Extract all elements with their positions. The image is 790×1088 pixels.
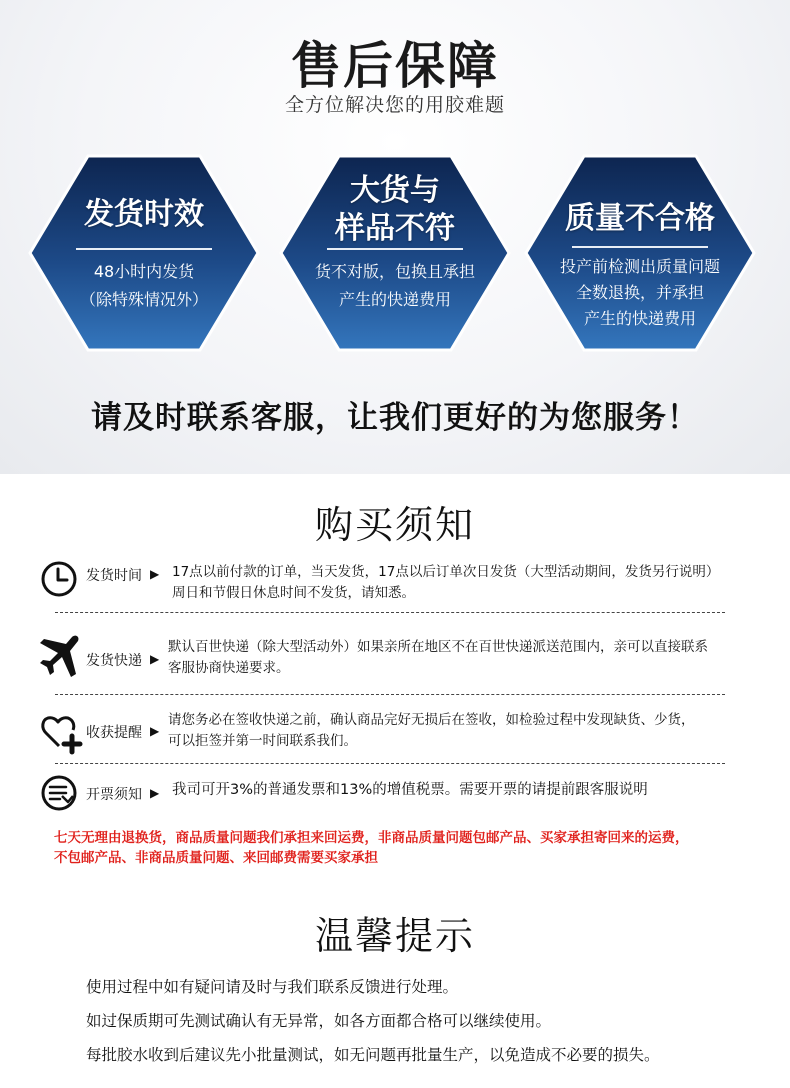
note-label: 开票须知: [86, 787, 142, 803]
note-shipping-courier: [40, 632, 750, 682]
card-desc-line: 货不对版，包换且承担: [314, 262, 475, 281]
card-title-line: 质量不合格: [565, 201, 715, 236]
card-desc-line: （除特殊情况外）: [79, 290, 208, 309]
card-desc-line: 投产前检测出质量问题: [559, 257, 720, 276]
arrow-right-icon: ▶: [150, 786, 160, 800]
card-desc-line: 全数退换，并承担: [575, 283, 704, 302]
note-invoice: [40, 774, 750, 814]
note-text-line: 可以拒签并第一时间联系我们。: [168, 733, 357, 749]
arrow-right-icon: ▶: [150, 652, 160, 666]
arrow-right-icon: ▶: [150, 567, 160, 581]
return-policy-line: 七天无理由退换货，商品质量问题我们承担来回运费，非商品质量问题包邮产品、买家承担寄回来的运费，: [54, 830, 689, 846]
tip-line: 使用过程中如有疑问请及时与我们联系反馈进行处理。: [86, 978, 459, 996]
mismatch-card: [277, 152, 513, 354]
hexagon-shape: [26, 152, 262, 354]
dashed-divider: [55, 763, 725, 764]
return-policy-note: [54, 828, 754, 868]
shipping-time-card: [26, 152, 262, 354]
note-text-line: 请您务必在签收快递之前，确认商品完好无损后在签收，如检验过程中发现缺货、少货，: [168, 712, 695, 728]
after-sales-subtitle: 全方位解决您的用胶难题: [284, 94, 505, 116]
note-text: [168, 710, 750, 752]
note-label: 发货快递: [86, 653, 142, 669]
note-receipt-reminder: [40, 708, 750, 758]
card-divider: [327, 248, 463, 250]
note-text-line: 默认百世快递（除大型活动外）如果亲所在地区不在百世快递派送范围内，亲可以直接联系: [168, 639, 708, 655]
tip-line: 如过保质期可先测试确认有无异常，如各方面都合格可以继续使用。: [86, 1012, 552, 1030]
after-sales-section: [0, 0, 790, 474]
note-shipping-time: [40, 558, 750, 602]
card-title-line: 大货与: [350, 173, 440, 208]
invoice-icon: [40, 774, 80, 816]
quality-card: [522, 152, 758, 354]
card-desc-line: 48小时内发货: [93, 262, 195, 281]
note-text-line: 我司可开3%的普通发票和13%的增值税票。需要开票的请提前跟客服说明: [172, 782, 648, 798]
card-desc-line: 产生的快递费用: [583, 309, 696, 328]
purchase-notes-title: 购买须知: [314, 503, 475, 547]
card-divider: [76, 248, 212, 250]
note-text: [168, 637, 750, 679]
note-text: [172, 562, 750, 604]
arrow-right-icon: ▶: [150, 724, 160, 738]
after-sales-title: 售后保障: [291, 37, 499, 95]
card-title-line: 发货时效: [84, 197, 204, 232]
note-label: 收获提醒: [86, 725, 142, 741]
dashed-divider: [55, 612, 725, 613]
airplane-icon: [40, 634, 82, 684]
note-text-line: 17点以前付款的订单，当天发货，17点以后订单次日发货（大型活动期间，发货另行说明）: [172, 564, 720, 580]
card-divider: [572, 246, 708, 248]
heart-plus-icon: [40, 712, 84, 760]
tip-line: 每批胶水收到后建议先小批量测试，如无问题再批量生产，以免造成不必要的损失。: [86, 1046, 660, 1064]
note-label: 发货时间: [86, 568, 142, 584]
note-text-line: 周日和节假日休息时间不发货，请知悉。: [172, 585, 415, 601]
note-text: [172, 780, 750, 801]
dashed-divider: [55, 694, 725, 695]
return-policy-line: 不包邮产品、非商品质量问题、来回邮费需要买家承担: [54, 850, 378, 866]
contact-message: 请及时联系客服，让我们更好的为您服务！: [91, 400, 699, 436]
tips-title: 温馨提示: [314, 914, 475, 958]
note-text-line: 客服协商快递要求。: [168, 660, 290, 676]
card-desc-line: 产生的快递费用: [338, 290, 451, 309]
card-title-line: 样品不符: [335, 211, 455, 246]
clock-icon: [40, 560, 78, 602]
